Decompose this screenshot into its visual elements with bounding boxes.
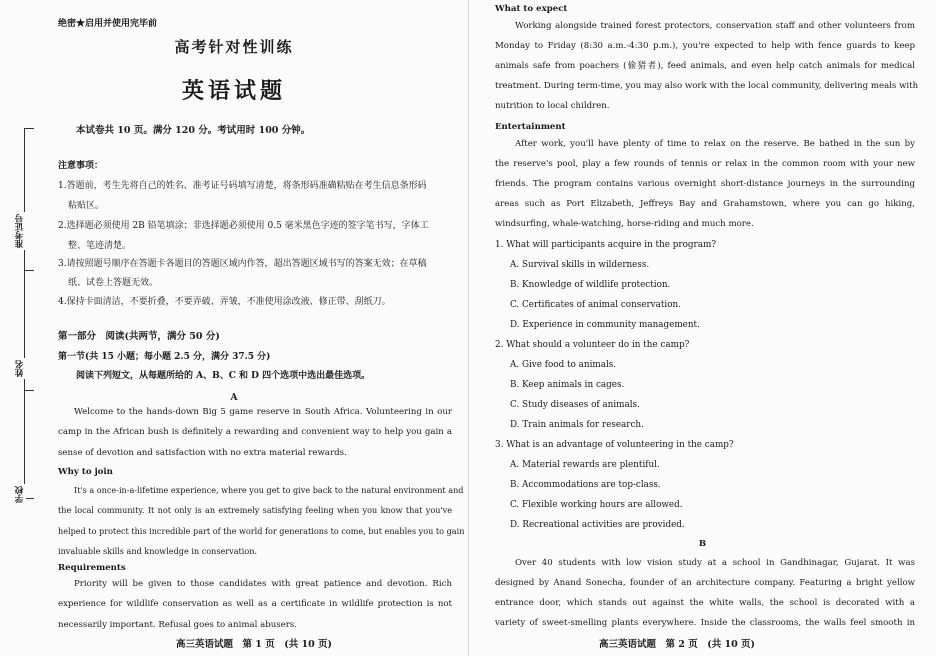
- expect-heading: What to expect: [495, 4, 568, 14]
- passage-letter-a: A: [230, 393, 238, 403]
- question-2-option-d: D. Train animals for research.: [510, 420, 644, 430]
- text-line: Working alongside trained forest protectors, conservation staff and other volunteers from: [515, 21, 915, 31]
- why-heading: Why to join: [58, 467, 113, 477]
- question-3-option-c: C. Flexible working hours are allowed.: [510, 500, 683, 510]
- page-footer: 高三英语试题 第 2 页 (共 10 页): [599, 639, 756, 650]
- margin-label-exam-number: 准考证号: [15, 214, 25, 248]
- text-line: Priority will be given to those candidates with great patience and devotion. Rich: [74, 579, 452, 589]
- margin-label-name: 姓名: [15, 360, 25, 377]
- text-line: variety of sweet-smelling plants everywhere. Inside the classrooms, the walls feel smooth in: [495, 618, 915, 628]
- note-line: 整、笔迹清楚。: [68, 241, 132, 251]
- requirements-paragraph: [58, 574, 452, 635]
- text-line: Welcome to the hands-down Big 5 game reserve in South Africa. Volunteering in our: [74, 407, 452, 417]
- text-line: sense of devotion and satisfaction with no extra material rewards.: [58, 447, 347, 458]
- text-line: the reserve's pool, play a few rounds of tennis or relax in the common room with your new: [495, 159, 915, 169]
- question-1-option-c: C. Certificates of animal conservation.: [510, 300, 681, 310]
- question-3: 3. What is an advantage of volunteering in the camp?: [495, 440, 734, 450]
- passage-b-paragraph: [495, 553, 915, 633]
- passage-a-intro: [58, 402, 452, 463]
- note-line: 粘贴区。: [68, 201, 105, 211]
- margin-label-school: 学校: [15, 486, 25, 503]
- section-heading: 第一节(共 15 小题；每小题 2.5 分，满分 37.5 分): [58, 352, 271, 362]
- binding-tick: [24, 270, 34, 271]
- text-line: treatment. During term-time, you may also work with the local community, delivering meals with: [495, 81, 919, 91]
- part-heading: 第一部分 阅读(共两节，满分 50 分): [58, 331, 220, 342]
- binding-tick: [24, 128, 34, 129]
- text-line: entrance door, which stands out against the white walls, the school is decorated with a: [495, 598, 915, 608]
- text-line: Over 40 students with low vision study at a school in Gandhinagar, Gujarat. It was: [515, 558, 915, 568]
- note-line: 纸、试卷上答题无效。: [68, 278, 159, 288]
- expect-paragraph: [495, 16, 919, 116]
- question-1-option-a: A. Survival skills in wilderness.: [510, 260, 650, 270]
- page-footer: 高三英语试题 第 1 页 (共 10 页): [176, 639, 333, 650]
- text-line: experience for wildlife conservation as well as a certificate in wildlife protection is not: [58, 599, 452, 610]
- instruction: 阅读下列短文，从每题所给的 A、B、C 和 D 四个选项中选出最佳选项。: [76, 371, 371, 381]
- text-line: windsurfing, whale-watching, horse-riding and much more.: [495, 219, 754, 229]
- text-line: Monday to Friday (8:30 a.m.-4:30 p.m.), you're expected to help with fence guards to keep: [495, 41, 915, 51]
- requirements-heading: Requirements: [58, 563, 126, 573]
- exam-info: 本试卷共 10 页。满分 120 分。考试用时 100 分钟。: [76, 125, 311, 136]
- question-3-option-d: D. Recreational activities are provided.: [510, 520, 685, 530]
- text-line: the local community. It not only is an extremely satisfying feeling when you know that you've: [58, 505, 452, 516]
- question-2-option-b: B. Keep animals in cages.: [510, 380, 625, 390]
- text-line: nutrition to local children.: [495, 101, 610, 111]
- confidential-note: 绝密★启用并使用完毕前: [58, 19, 158, 29]
- why-paragraph: [58, 480, 465, 562]
- text-line: It's a once-in-a-lifetime experience, where you get to give back to the natural environment and: [74, 485, 464, 495]
- binding-tick: [24, 390, 34, 391]
- note-line: 2.选择题必须使用 2B 铅笔填涂；非选择题必须使用 0.5 毫米黑色字迹的签字笔书写，字体工: [58, 221, 429, 231]
- text-line: friends. The program contains various overnight short-distance journeys in the surrounding: [495, 179, 915, 189]
- text-line: After work, you'll have plenty of time to relax on the reserve. Be bathed in the sun by: [515, 139, 915, 149]
- question-1: 1. What will participants acquire in the program?: [495, 240, 717, 250]
- notes-title: 注意事项：: [58, 161, 104, 171]
- passage-letter-b: B: [698, 539, 707, 549]
- text-line: animals safe from poachers (偷猎者), feed animals, and even help catch animals for medical: [495, 61, 915, 71]
- binding-line: [24, 128, 25, 498]
- question-1-option-d: D. Experience in community management.: [510, 320, 700, 330]
- entertainment-heading: Entertainment: [495, 122, 566, 132]
- note-line: 3.请按照题号顺序在答题卡各题目的答题区域内作答，超出答题区域书写的答案无效；在草稿: [58, 259, 427, 269]
- page-2: [469, 0, 936, 656]
- question-1-option-b: B. Knowledge of wildlife protection.: [510, 280, 671, 290]
- question-3-option-b: B. Accommodations are top-class.: [510, 480, 661, 490]
- question-2-option-a: A. Give food to animals.: [510, 360, 617, 370]
- note-line: 1.答题前，考生先将自己的姓名、准考证号码填写清楚，将条形码准确粘贴在考生信息条形码: [58, 181, 427, 191]
- entertainment-paragraph: [495, 134, 915, 234]
- question-3-option-a: A. Material rewards are plentiful.: [510, 460, 660, 470]
- text-line: necessarily important. Refusal goes to animal abusers.: [58, 619, 297, 630]
- text-line: designed by Anand Sonecha, founder of an architecture company. Featuring a bright yellow: [495, 578, 915, 588]
- text-line: areas such as Port Elizabeth, Jeffreys Bay and Grahamstown, where you can go hiking,: [495, 199, 915, 209]
- question-2-option-c: C. Study diseases of animals.: [510, 400, 640, 410]
- text-line: camp in the African bush is definitely a rewarding and convenient way to help you gain a: [58, 427, 452, 438]
- exam-series-title: 高考针对性训练: [174, 38, 294, 56]
- note-line: 4.保持卡面清洁，不要折叠，不要弄破、弄皱，不准使用涂改液、修正带、刮纸刀。: [58, 297, 391, 307]
- exam-title: 英语试题: [181, 78, 286, 104]
- text-line: helped to protect this incredible part of the world for generations to come, but enables you to gain: [58, 525, 465, 536]
- question-2: 2. What should a volunteer do in the camp?: [495, 340, 690, 350]
- text-line: invaluable skills and knowledge in conservation.: [58, 546, 258, 557]
